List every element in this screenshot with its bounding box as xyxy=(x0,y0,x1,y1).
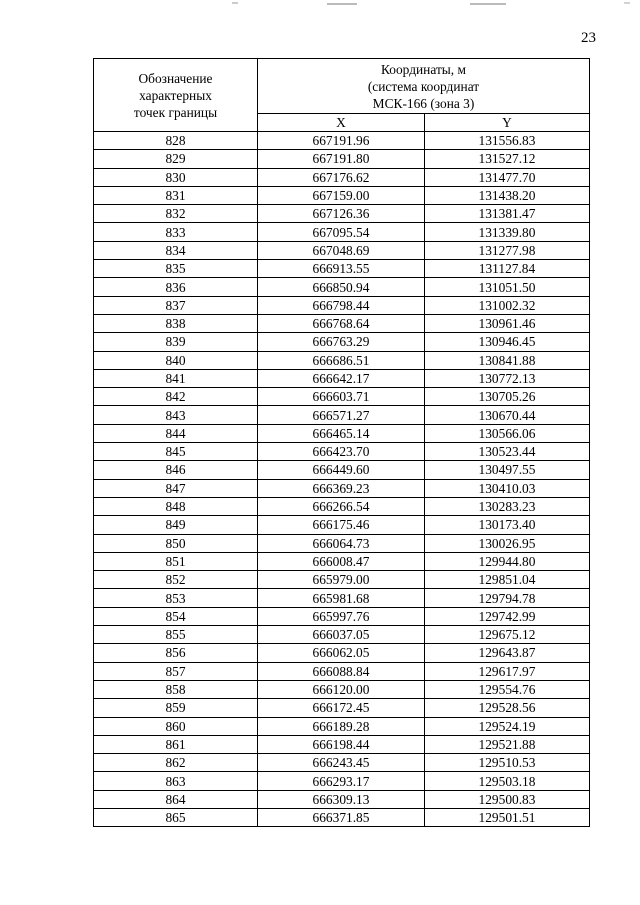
x-coordinate-cell: 667095.54 xyxy=(258,223,425,241)
x-coordinate-cell: 667159.00 xyxy=(258,186,425,204)
x-coordinate-cell: 666371.85 xyxy=(258,808,425,826)
point-cell: 832 xyxy=(94,205,258,223)
table-row xyxy=(94,772,590,790)
x-coordinate-cell: 666768.64 xyxy=(258,314,425,332)
x-coordinate-cell: 667126.36 xyxy=(258,205,425,223)
point-cell: 829 xyxy=(94,150,258,168)
x-coordinate-cell: 666293.17 xyxy=(258,772,425,790)
point-cell: 859 xyxy=(94,699,258,717)
point-cell: 838 xyxy=(94,314,258,332)
table-row xyxy=(94,443,590,461)
table-row xyxy=(94,479,590,497)
x-coordinate-cell: 667191.80 xyxy=(258,150,425,168)
point-cell: 848 xyxy=(94,497,258,515)
x-coordinate-cell: 666088.84 xyxy=(258,662,425,680)
y-coordinate-cell: 130566.06 xyxy=(425,424,590,442)
y-coordinate-cell: 129501.51 xyxy=(425,808,590,826)
table-row xyxy=(94,369,590,387)
y-coordinate-cell: 130946.45 xyxy=(425,333,590,351)
table-row xyxy=(94,790,590,808)
table-row xyxy=(94,388,590,406)
x-coordinate-cell: 666172.45 xyxy=(258,699,425,717)
x-coordinate-cell: 666243.45 xyxy=(258,754,425,772)
point-cell: 853 xyxy=(94,589,258,607)
point-cell: 851 xyxy=(94,552,258,570)
table-row xyxy=(94,516,590,534)
point-cell: 841 xyxy=(94,369,258,387)
y-coordinate-cell: 129521.88 xyxy=(425,735,590,753)
y-coordinate-cell: 130283.23 xyxy=(425,497,590,515)
point-cell: 843 xyxy=(94,406,258,424)
table-row xyxy=(94,223,590,241)
y-coordinate-cell: 129851.04 xyxy=(425,571,590,589)
table-row xyxy=(94,626,590,644)
table-row xyxy=(94,808,590,826)
y-coordinate-cell: 131339.80 xyxy=(425,223,590,241)
y-coordinate-cell: 129524.19 xyxy=(425,717,590,735)
y-coordinate-cell: 131527.12 xyxy=(425,150,590,168)
x-coordinate-cell: 666008.47 xyxy=(258,552,425,570)
x-coordinate-cell: 666603.71 xyxy=(258,388,425,406)
y-coordinate-cell: 131002.32 xyxy=(425,296,590,314)
point-cell: 863 xyxy=(94,772,258,790)
table-row xyxy=(94,406,590,424)
x-coordinate-cell: 666198.44 xyxy=(258,735,425,753)
y-coordinate-cell: 130173.40 xyxy=(425,516,590,534)
point-cell: 830 xyxy=(94,168,258,186)
point-cell: 831 xyxy=(94,186,258,204)
table-row xyxy=(94,150,590,168)
y-coordinate-cell: 130026.95 xyxy=(425,534,590,552)
x-coordinate-cell: 666763.29 xyxy=(258,333,425,351)
table-row xyxy=(94,351,590,369)
point-cell: 856 xyxy=(94,644,258,662)
table-row xyxy=(94,497,590,515)
table-row xyxy=(94,644,590,662)
y-coordinate-cell: 129794.78 xyxy=(425,589,590,607)
x-coordinate-cell: 666850.94 xyxy=(258,278,425,296)
point-cell: 835 xyxy=(94,260,258,278)
point-cell: 845 xyxy=(94,443,258,461)
point-cell: 858 xyxy=(94,680,258,698)
table-row xyxy=(94,241,590,259)
table-row xyxy=(94,333,590,351)
y-coordinate-cell: 130772.13 xyxy=(425,369,590,387)
y-coordinate-cell: 131556.83 xyxy=(425,132,590,150)
table-row xyxy=(94,314,590,332)
table-row xyxy=(94,589,590,607)
table-row xyxy=(94,552,590,570)
x-column-header: X xyxy=(258,114,425,132)
x-coordinate-cell: 666037.05 xyxy=(258,626,425,644)
x-coordinate-cell: 666369.23 xyxy=(258,479,425,497)
coordinates-header: Координаты, м (система координат МСК-166 (зона 3) xyxy=(258,59,590,114)
x-coordinate-cell: 667048.69 xyxy=(258,241,425,259)
point-cell: 854 xyxy=(94,607,258,625)
point-cell: 844 xyxy=(94,424,258,442)
point-cell: 864 xyxy=(94,790,258,808)
point-cell: 861 xyxy=(94,735,258,753)
table-row xyxy=(94,735,590,753)
point-cell: 833 xyxy=(94,223,258,241)
point-cell: 839 xyxy=(94,333,258,351)
scan-artifact-marks xyxy=(0,0,640,8)
point-cell: 862 xyxy=(94,754,258,772)
y-column-header: Y xyxy=(425,114,590,132)
point-cell: 865 xyxy=(94,808,258,826)
y-coordinate-cell: 129617.97 xyxy=(425,662,590,680)
point-cell: 860 xyxy=(94,717,258,735)
y-coordinate-cell: 130497.55 xyxy=(425,461,590,479)
x-coordinate-cell: 666571.27 xyxy=(258,406,425,424)
y-coordinate-cell: 131127.84 xyxy=(425,260,590,278)
table-row xyxy=(94,424,590,442)
coordinates-table-body xyxy=(94,132,590,827)
point-cell: 836 xyxy=(94,278,258,296)
point-cell: 855 xyxy=(94,626,258,644)
y-coordinate-cell: 130705.26 xyxy=(425,388,590,406)
y-coordinate-cell: 131438.20 xyxy=(425,186,590,204)
table-row xyxy=(94,699,590,717)
page-number: 23 xyxy=(581,30,596,46)
point-cell: 849 xyxy=(94,516,258,534)
y-coordinate-cell: 129675.12 xyxy=(425,626,590,644)
x-coordinate-cell: 666175.46 xyxy=(258,516,425,534)
point-cell: 840 xyxy=(94,351,258,369)
table-row xyxy=(94,205,590,223)
table-row xyxy=(94,168,590,186)
x-coordinate-cell: 665981.68 xyxy=(258,589,425,607)
y-coordinate-cell: 131477.70 xyxy=(425,168,590,186)
y-coordinate-cell: 130670.44 xyxy=(425,406,590,424)
point-cell: 850 xyxy=(94,534,258,552)
table-row xyxy=(94,680,590,698)
point-cell: 828 xyxy=(94,132,258,150)
x-coordinate-cell: 665979.00 xyxy=(258,571,425,589)
table-row xyxy=(94,754,590,772)
x-coordinate-cell: 666266.54 xyxy=(258,497,425,515)
y-coordinate-cell: 129510.53 xyxy=(425,754,590,772)
table-row xyxy=(94,461,590,479)
x-coordinate-cell: 666642.17 xyxy=(258,369,425,387)
coordinates-table xyxy=(93,58,590,827)
y-coordinate-cell: 130410.03 xyxy=(425,479,590,497)
y-coordinate-cell: 129643.87 xyxy=(425,644,590,662)
y-coordinate-cell: 129944.80 xyxy=(425,552,590,570)
y-coordinate-cell: 129500.83 xyxy=(425,790,590,808)
table-row xyxy=(94,534,590,552)
point-cell: 837 xyxy=(94,296,258,314)
point-designation-header: Обозначение характерных точек границы xyxy=(94,59,258,132)
y-coordinate-cell: 129742.99 xyxy=(425,607,590,625)
x-coordinate-cell: 666062.05 xyxy=(258,644,425,662)
x-coordinate-cell: 667176.62 xyxy=(258,168,425,186)
point-cell: 852 xyxy=(94,571,258,589)
point-cell: 842 xyxy=(94,388,258,406)
y-coordinate-cell: 129528.56 xyxy=(425,699,590,717)
y-coordinate-cell: 131277.98 xyxy=(425,241,590,259)
point-cell: 846 xyxy=(94,461,258,479)
y-coordinate-cell: 130961.46 xyxy=(425,314,590,332)
x-coordinate-cell: 666064.73 xyxy=(258,534,425,552)
x-coordinate-cell: 667191.96 xyxy=(258,132,425,150)
x-coordinate-cell: 665997.76 xyxy=(258,607,425,625)
x-coordinate-cell: 666309.13 xyxy=(258,790,425,808)
y-coordinate-cell: 129503.18 xyxy=(425,772,590,790)
y-coordinate-cell: 130523.44 xyxy=(425,443,590,461)
y-coordinate-cell: 131051.50 xyxy=(425,278,590,296)
point-cell: 847 xyxy=(94,479,258,497)
table-row xyxy=(94,296,590,314)
table-row xyxy=(94,132,590,150)
point-cell: 834 xyxy=(94,241,258,259)
x-coordinate-cell: 666798.44 xyxy=(258,296,425,314)
table-row xyxy=(94,260,590,278)
y-coordinate-cell: 131381.47 xyxy=(425,205,590,223)
x-coordinate-cell: 666449.60 xyxy=(258,461,425,479)
table-row xyxy=(94,607,590,625)
x-coordinate-cell: 666189.28 xyxy=(258,717,425,735)
table-row xyxy=(94,717,590,735)
y-coordinate-cell: 129554.76 xyxy=(425,680,590,698)
y-coordinate-cell: 130841.88 xyxy=(425,351,590,369)
point-cell: 857 xyxy=(94,662,258,680)
x-coordinate-cell: 666120.00 xyxy=(258,680,425,698)
x-coordinate-cell: 666465.14 xyxy=(258,424,425,442)
x-coordinate-cell: 666686.51 xyxy=(258,351,425,369)
table-row xyxy=(94,571,590,589)
x-coordinate-cell: 666423.70 xyxy=(258,443,425,461)
table-row xyxy=(94,186,590,204)
x-coordinate-cell: 666913.55 xyxy=(258,260,425,278)
table-row xyxy=(94,662,590,680)
table-row xyxy=(94,278,590,296)
